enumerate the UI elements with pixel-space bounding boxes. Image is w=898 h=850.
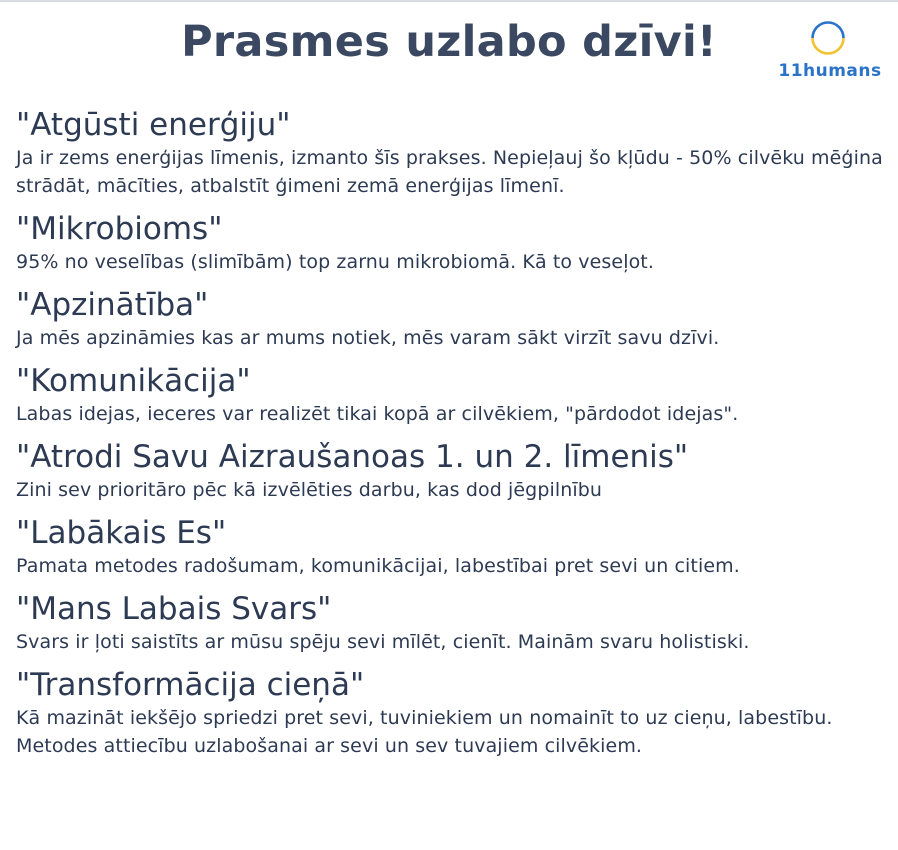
section-description: Ja mēs apzināmies kas ar mums notiek, mēs varam sākt virzīt savu dzīvi. bbox=[16, 327, 720, 349]
section-komunikacija bbox=[16, 362, 886, 428]
section-description: 95% no veselības (slimībām) top zarnu mikrobiomā. Kā to veseļot. bbox=[16, 251, 654, 273]
section-heading: "Apzinātība" bbox=[16, 287, 209, 323]
logo-text: 11humans bbox=[778, 61, 882, 81]
section-heading: "Mans Labais Svars" bbox=[16, 591, 332, 627]
section-heading: "Atgūsti enerģiju" bbox=[16, 107, 291, 143]
section-heading: "Atrodi Savu Aizraušanoas 1. un 2. līmenis" bbox=[16, 439, 689, 475]
section-description: Pamata metodes radošumam, komunikācijai, labestībai pret sevi un citiem. bbox=[16, 555, 740, 577]
section-description: Kā mazināt iekšējo spriedzi pret sevi, tuviniekiem un nomainīt to uz cieņu, labestību. Metodes attiecību uzlabošanai ar sevi un sev tuvajiem cilvēkiem. bbox=[16, 707, 833, 757]
section-atrodi-savu-aizrausanos bbox=[16, 438, 886, 504]
section-heading: "Mikrobioms" bbox=[16, 211, 223, 247]
skills-list bbox=[16, 106, 886, 770]
logo-ring-icon bbox=[810, 20, 846, 56]
section-heading: "Transformācija cieņā" bbox=[16, 667, 365, 703]
brand-logo bbox=[778, 18, 882, 82]
section-mans-labais-svars bbox=[16, 590, 886, 656]
section-labakais-es bbox=[16, 514, 886, 580]
section-apzinatiba bbox=[16, 286, 886, 352]
section-heading: "Komunikācija" bbox=[16, 363, 251, 399]
section-description: Zini sev prioritāro pēc kā izvēlēties darbu, kas dod jēgpilnību bbox=[16, 479, 603, 501]
section-atgusti-energiju bbox=[16, 106, 886, 200]
section-mikrobioms bbox=[16, 210, 886, 276]
section-description: Ja ir zems enerģijas līmenis, izmanto šīs prakses. Nepieļauj šo kļūdu - 50% cilvēku mēģina strādāt, mācīties, atbalstīt ģimeni zemā enerģijas līmenī. bbox=[16, 147, 883, 197]
section-heading: "Labākais Es" bbox=[16, 515, 227, 551]
section-description: Svars ir ļoti saistīts ar mūsu spēju sevi mīlēt, cienīt. Mainām svaru holistiski. bbox=[16, 631, 750, 653]
section-transformacija-ciena bbox=[16, 666, 886, 760]
section-description: Labas idejas, ieceres var realizēt tikai kopā ar cilvēkiem, "pārdodot idejas". bbox=[16, 403, 739, 425]
page-title: Prasmes uzlabo dzīvi! bbox=[181, 17, 717, 67]
top-divider bbox=[0, 0, 898, 2]
